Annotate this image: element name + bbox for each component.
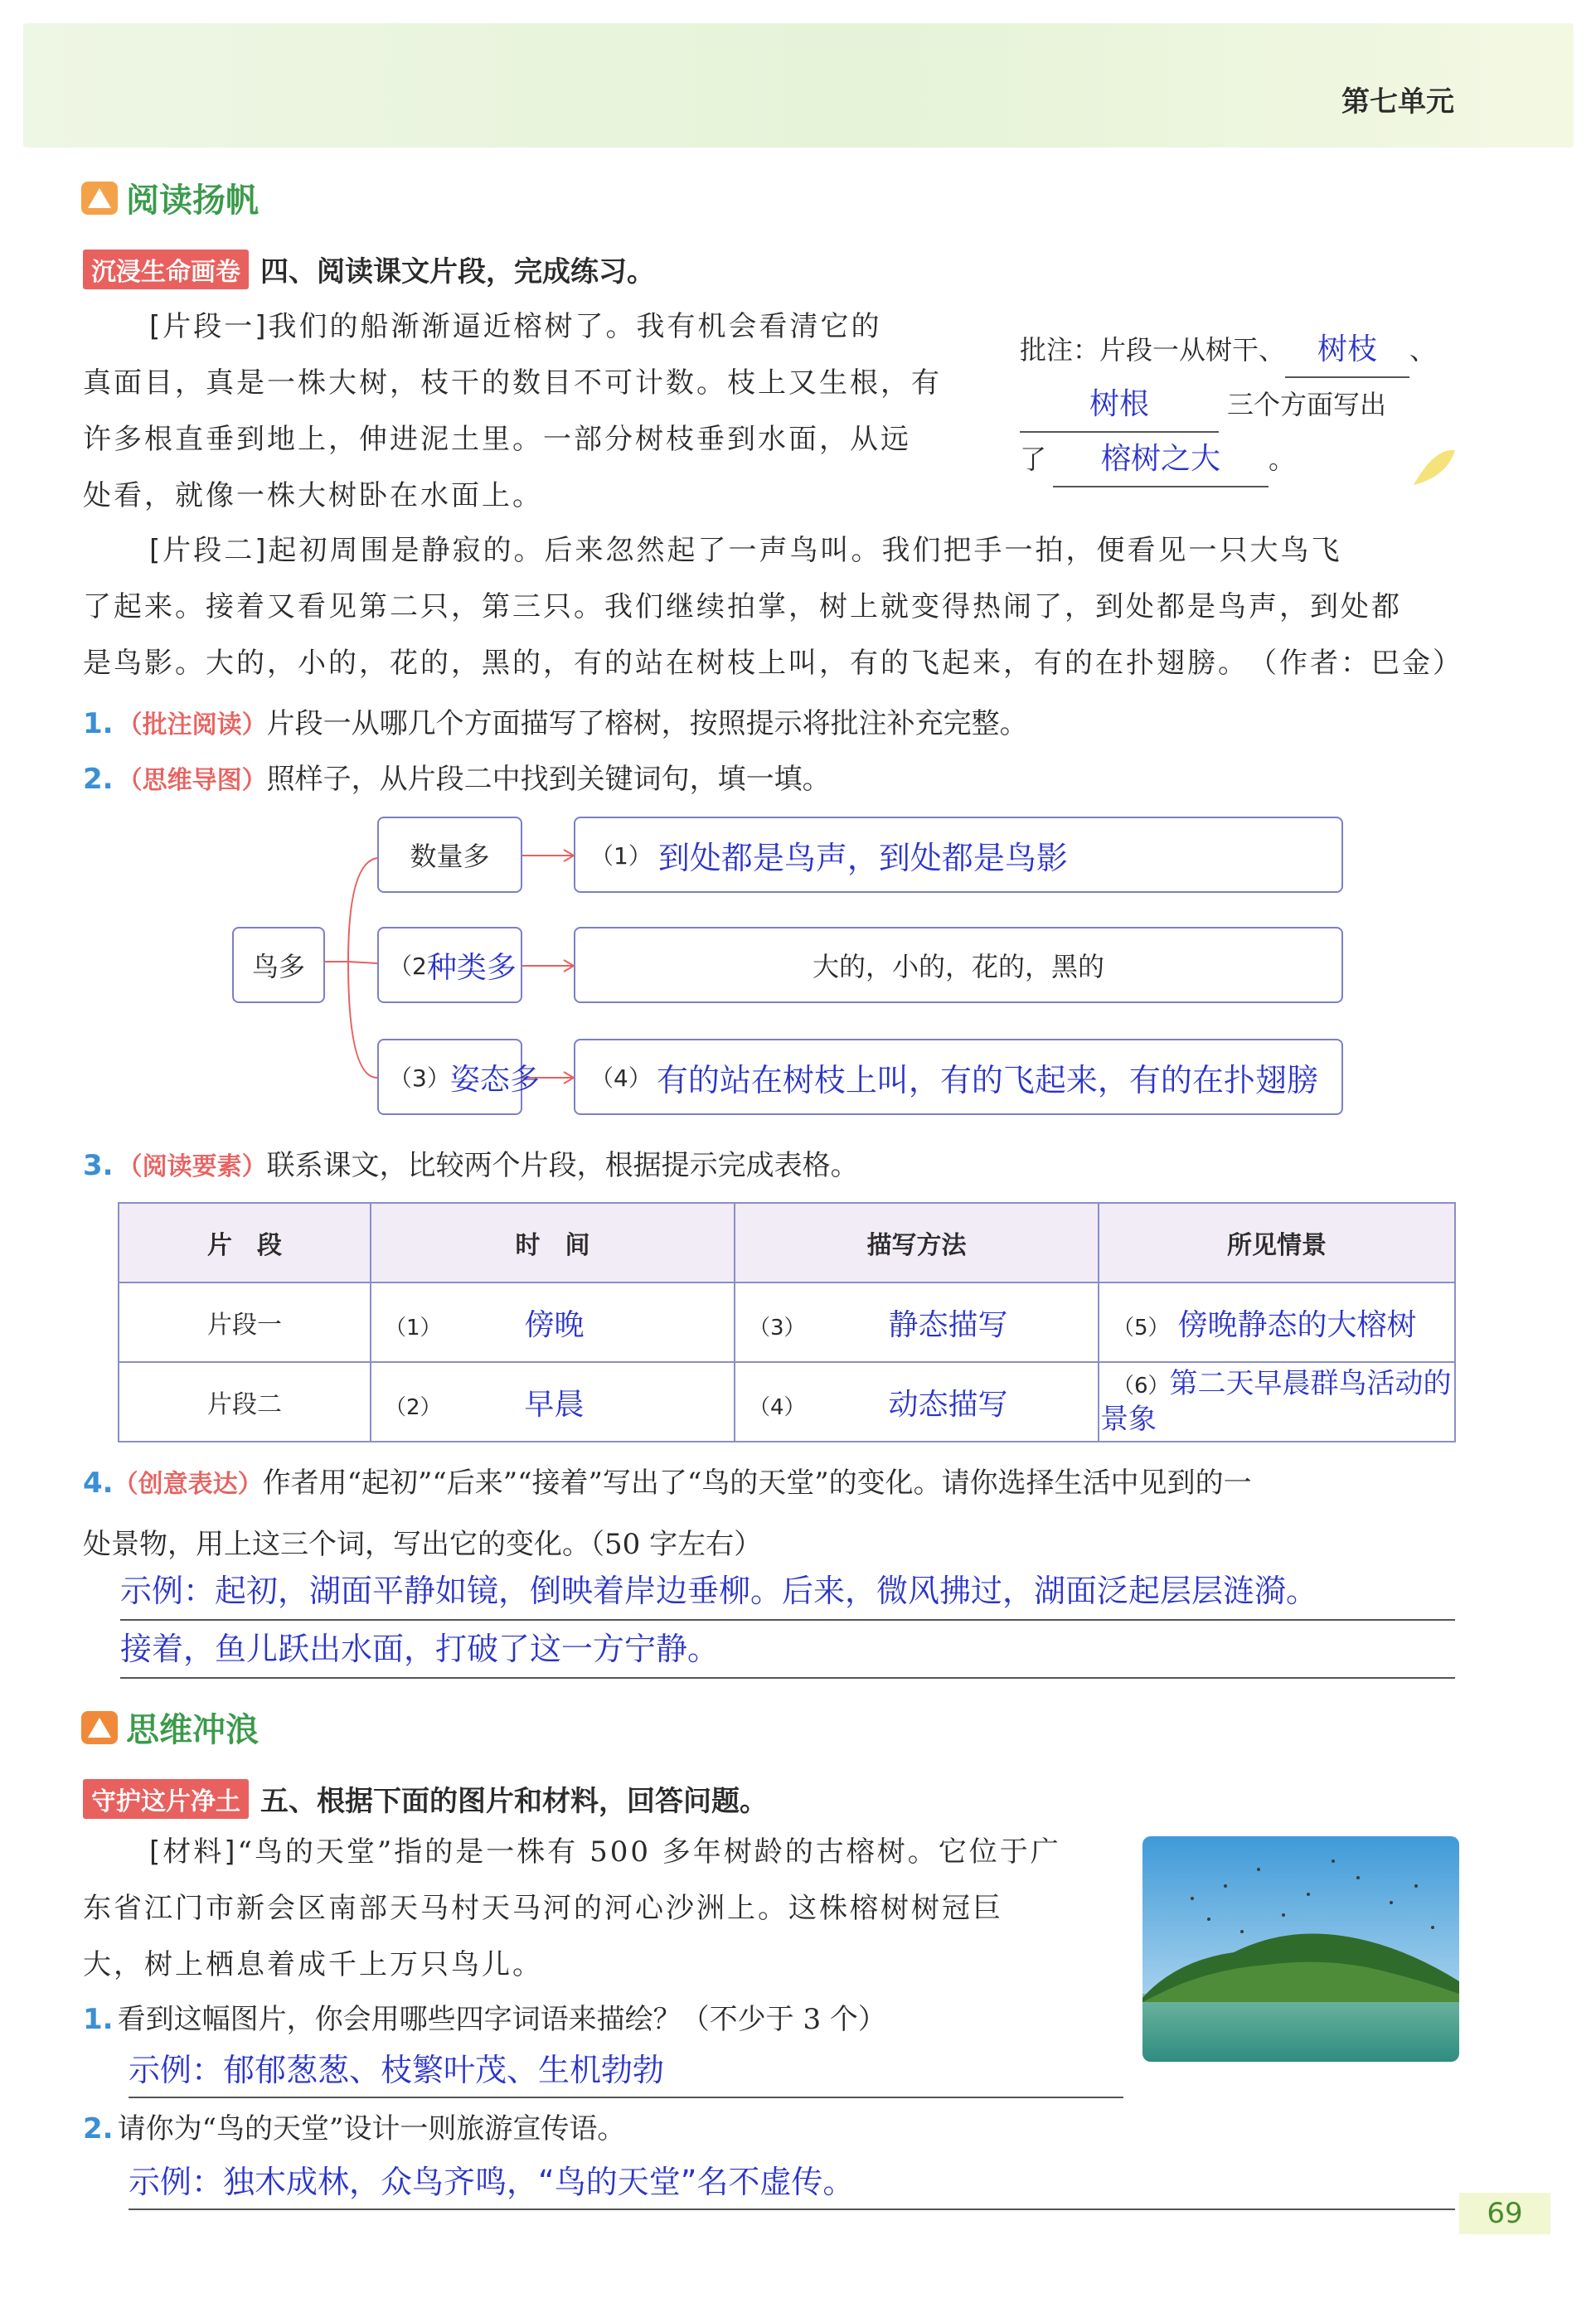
table-answer-cell[interactable] [1099,1362,1455,1442]
question-tag: （阅读要素） [117,1152,267,1181]
cell-answer: 傍晚 [524,1307,585,1342]
cell-num: （4） [749,1394,806,1420]
theme-tag: 守护这片净土 [83,1779,249,1819]
question-tag: （批注阅读） [117,710,267,739]
cell-num: （5） [1113,1315,1170,1341]
branch-answer: 姿态多 [449,1062,540,1097]
table-header: 时 间 [371,1203,735,1282]
result-answer: 到处都是鸟声，到处都是鸟影 [657,839,1068,876]
section-thinking-heading [81,1704,259,1751]
mindmap-root [232,927,325,1003]
question-number: 1. [83,2003,114,2036]
table-answer-cell[interactable] [735,1362,1099,1442]
question-five-header [83,1778,768,1819]
material-label: [材料] [149,1835,238,1869]
cell-answer: 第二天早晨群鸟活动的景象 [1100,1366,1452,1436]
cell-answer: 动态描写 [888,1387,1008,1422]
passage-line: 了起来。接着又看见第二只，第三只。我们继续拍掌，树上就变得热闹了，到处都是鸟声，到处都 [83,590,1402,623]
section-title: 阅读扬帆 [126,182,259,220]
annotation-answer-3[interactable]: 榕树之大 [1053,433,1269,487]
question-text: 照样子，从片段二中找到关键词句，填一填。 [266,763,831,796]
cell-num: （6） [1113,1373,1170,1399]
material-line: “鸟的天堂”指的是一株有 500 多年树龄的古榕树。它位于广 [237,1835,1061,1869]
passage-two-label: [片段二] [149,534,269,567]
result-answer: 有的站在树枝上叫，有的飞起来，有的在扑翅膀 [656,1061,1318,1098]
cell-answer: 早晨 [524,1387,585,1422]
passage-one-label: [片段一] [149,310,269,343]
cell-num: （3） [749,1315,806,1341]
question-tag: （思维导图） [117,766,267,795]
table-row [119,1362,1455,1442]
question-4 [83,1455,1459,1573]
question-number: 2. [83,763,114,796]
table-row [119,1282,1455,1362]
question-5-1 [83,1996,886,2037]
cell-answer: 傍晚静态的大榕树 [1177,1307,1417,1342]
mindmap-result-3[interactable] [574,1039,1343,1115]
annotation-answer-1[interactable]: 树枝 [1285,323,1409,378]
passage-line: 真面目，真是一株大树，枝干的数目不可计数。枝上又生根，有 [83,366,942,400]
table-answer-cell[interactable] [371,1282,735,1362]
question-text: 作者用“起初”“后来”“接着”写出了“鸟的天堂”的变化。请你选择生活中见到的一 [262,1467,1252,1500]
answer-line-1[interactable]: 示例：起初，湖面平静如镜，倒映着岸边垂柳。后来，微风拂过，湖面泛起层层涟漪。 [120,1563,1455,1621]
branch-answer: 种类多 [426,950,517,985]
mindmap-root-label: 鸟多 [251,951,305,982]
banyan-island-photo [1142,1836,1459,2062]
table-cell: 片段一 [119,1282,371,1362]
annotation-le: 了 [1020,444,1047,475]
annotation-answer-2[interactable]: 树根 [1020,378,1219,433]
question-text: 处景物，用上这三个词，写出它的变化。（50 字左右） [83,1528,763,1561]
author: （作者：巴金） [1249,647,1463,680]
passage-line: 许多根直垂到地上，伸进泥土里。一部分树枝垂到水面，从远 [83,423,911,456]
question-number: 1. [83,707,114,740]
table-header: 描写方法 [735,1203,1099,1282]
question-text: 联系课文，比较两个片段，根据提示完成表格。 [266,1149,859,1182]
unit-label: 第七单元 [1341,85,1454,119]
result-text: 大的，小的，花的，黑的 [812,951,1104,982]
question-title: 四、阅读课文片段，完成练习。 [260,255,655,288]
cell-num: （2） [385,1394,442,1420]
passage-line: 我们的船渐渐逼近榕树了。我有机会看清它的 [268,310,882,343]
mindmap-result-1[interactable] [574,817,1343,893]
passage-line: 处看，就像一株大树卧在水面上。 [83,479,543,512]
mindmap-branch-1 [377,817,522,893]
answer-line[interactable]: 示例：郁郁葱葱、枝繁叶茂、生机勃勃 [129,2044,1123,2098]
table-answer-cell[interactable] [371,1362,735,1442]
result-prefix: （4） [590,1064,652,1092]
page-number: 69 [1459,2193,1550,2234]
table-header: 所见情景 [1099,1203,1455,1282]
question-number: 2. [83,2112,114,2145]
passage-line: 是鸟影。大的，小的，花的，黑的，有的站在树枝上叫，有的飞起来，有的在扑翅膀。 [83,647,1249,680]
annotation-mid: 三个方面写出 [1227,389,1387,420]
question-5-2 [83,2106,625,2146]
material-line: 东省江门市新会区南部天马村天马河的河心沙洲上。这株榕树树冠巨 [83,1892,1003,1925]
mindmap-branch-2[interactable] [377,927,522,1003]
passage-line: 起初周围是静寂的。后来忽然起了一声鸟叫。我们把手一拍，便看见一只大鸟飞 [268,534,1342,567]
table-header: 片 段 [119,1203,371,1282]
answer-line-2[interactable]: 接着，鱼儿跃出水面，打破了这一方宁静。 [120,1621,1455,1679]
question-3 [83,1142,859,1183]
question-number: 4. [83,1467,114,1500]
table-answer-cell[interactable] [1099,1282,1455,1362]
table-header-row [119,1203,1455,1282]
wave-icon [81,1711,118,1744]
question-tag: （创意表达） [113,1470,263,1499]
branch-prefix: （3） [389,1064,450,1092]
material [83,1824,1128,1993]
annotation-separator: 、 [1409,334,1437,366]
mindmap-branch-3[interactable] [377,1039,540,1115]
table-cell: 片段二 [119,1362,371,1442]
question-text: 请你为“鸟的天堂”设计一则旅游宣传语。 [117,2112,626,2145]
cell-num: （1） [385,1315,442,1341]
branch-label: 数量多 [410,841,490,872]
question-text: 片段一从哪几个方面描写了榕树，按照提示将批注补充完整。 [266,707,1028,740]
section-title: 思维冲浪 [126,1711,259,1749]
mindmap-result-2 [574,927,1343,1003]
theme-tag: 沉浸生命画卷 [83,250,249,289]
question-text: 看到这幅图片，你会用哪些四字词语来描绘？（不少于 3 个） [117,2003,886,2036]
result-prefix: （1） [590,842,652,870]
question-number: 3. [83,1149,114,1182]
branch-prefix: （2 [389,953,427,980]
question-title: 五、根据下面的图片和材料，回答问题。 [260,1785,768,1818]
comparison-table [118,1202,1456,1442]
table-answer-cell[interactable] [735,1282,1099,1362]
annotation-end: 。 [1269,444,1296,475]
cell-answer: 静态描写 [888,1307,1008,1342]
annotation-prefix: 批注：片段一从树干、 [1020,334,1286,366]
answer-line[interactable]: 示例：独木成林，众鸟齐鸣，“鸟的天堂”名不虚传。 [129,2155,1455,2210]
material-line: 大，树上栖息着成千上万只鸟儿。 [83,1948,543,1981]
